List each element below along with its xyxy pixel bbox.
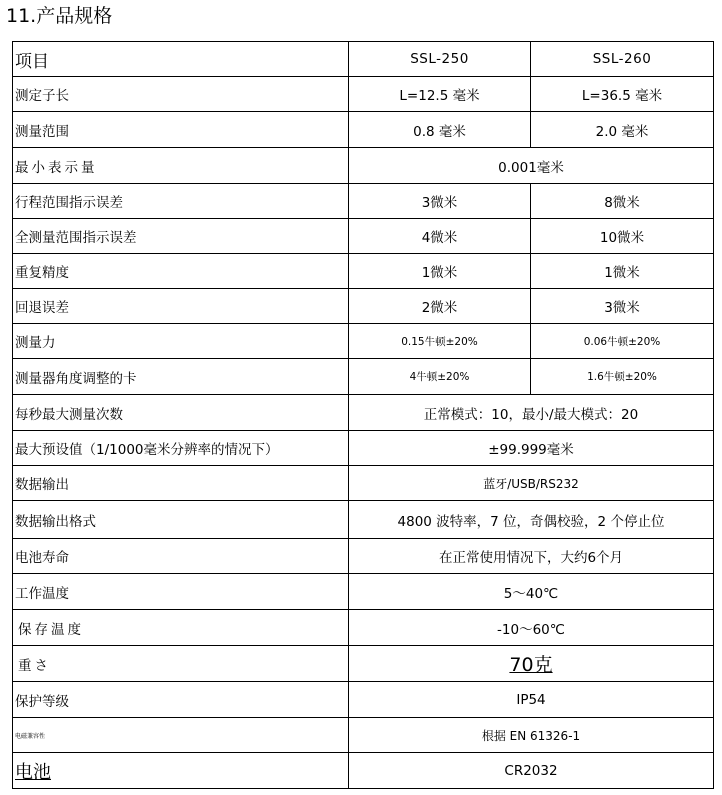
row-label: 测量范围 <box>13 112 349 148</box>
row-value-b: 3微米 <box>531 289 714 324</box>
row-label: 电池寿命 <box>13 539 349 574</box>
row-value-a: 1微米 <box>349 254 531 289</box>
row-value-a: 0.8 毫米 <box>349 112 531 148</box>
row-label: 重さ <box>13 646 349 682</box>
table-row <box>13 324 714 359</box>
row-label: 重复精度 <box>13 254 349 289</box>
table-row <box>13 431 714 466</box>
table-row <box>13 610 714 646</box>
row-label: 工作温度 <box>13 574 349 610</box>
header-model-b: SSL-260 <box>531 42 714 77</box>
row-value-merged: CR2032 <box>349 753 714 789</box>
table-row <box>13 219 714 254</box>
row-value-merged: IP54 <box>349 682 714 718</box>
row-label: 最大预设值（1/1000毫米分辨率的情况下） <box>13 431 349 466</box>
row-value-a: 2微米 <box>349 289 531 324</box>
row-label: 数据输出格式 <box>13 501 349 539</box>
header-model-a: SSL-250 <box>349 42 531 77</box>
table-row <box>13 112 714 148</box>
row-value-a: L=12.5 毫米 <box>349 77 531 112</box>
table-row <box>13 395 714 431</box>
table-row <box>13 289 714 324</box>
table-row <box>13 77 714 112</box>
row-value-b: 1微米 <box>531 254 714 289</box>
row-label: 数据输出 <box>13 466 349 501</box>
row-value-merged: 正常模式：10，最小/最大模式：20 <box>349 395 714 431</box>
row-label <box>13 753 349 789</box>
spec-table <box>12 41 714 789</box>
row-label: 测量器角度调整的卡 <box>13 359 349 395</box>
row-value-b: 10微米 <box>531 219 714 254</box>
row-value-merged <box>349 646 714 682</box>
row-value-a: 0.15牛顿±20% <box>349 324 531 359</box>
row-value-merged: -10～60℃ <box>349 610 714 646</box>
table-row <box>13 574 714 610</box>
table-row <box>13 539 714 574</box>
table-row <box>13 184 714 219</box>
row-value-a: 3微米 <box>349 184 531 219</box>
row-value-b: L=36.5 毫米 <box>531 77 714 112</box>
row-value-merged: 5～40℃ <box>349 574 714 610</box>
row-value-a: 4牛顿±20% <box>349 359 531 395</box>
battery-label: 电池 <box>15 761 51 783</box>
row-value-a: 4微米 <box>349 219 531 254</box>
row-label: 保存温度 <box>13 610 349 646</box>
table-row <box>13 466 714 501</box>
row-label: 最小表示量 <box>13 148 349 184</box>
weight-value: 70克 <box>509 654 553 676</box>
row-value-merged: ±99.999毫米 <box>349 431 714 466</box>
table-row <box>13 148 714 184</box>
row-value-merged: 蓝牙/USB/RS232 <box>349 466 714 501</box>
row-value-b: 2.0 毫米 <box>531 112 714 148</box>
row-value-merged: 0.001毫米 <box>349 148 714 184</box>
row-value-b: 0.06牛顿±20% <box>531 324 714 359</box>
row-value-b: 1.6牛顿±20% <box>531 359 714 395</box>
row-label: 回退误差 <box>13 289 349 324</box>
row-label: 测定子长 <box>13 77 349 112</box>
table-row <box>13 646 714 682</box>
row-label: 保护等级 <box>13 682 349 718</box>
table-row <box>13 501 714 539</box>
table-row <box>13 254 714 289</box>
section-title: 11.产品规格 <box>6 5 113 27</box>
row-label: 全测量范围指示误差 <box>13 219 349 254</box>
row-label: 电磁兼容性 <box>13 718 349 753</box>
table-row <box>13 753 714 789</box>
header-label: 项目 <box>13 42 349 77</box>
row-value-b: 8微米 <box>531 184 714 219</box>
table-header-row <box>13 42 714 77</box>
row-value-merged: 根据 EN 61326-1 <box>349 718 714 753</box>
table-row <box>13 682 714 718</box>
row-label: 行程范围指示误差 <box>13 184 349 219</box>
row-value-merged: 在正常使用情况下，大约6个月 <box>349 539 714 574</box>
row-label: 测量力 <box>13 324 349 359</box>
table-row <box>13 718 714 753</box>
row-label: 每秒最大测量次数 <box>13 395 349 431</box>
table-row <box>13 359 714 395</box>
row-value-merged: 4800 波特率，7 位，奇偶校验，2 个停止位 <box>349 501 714 539</box>
